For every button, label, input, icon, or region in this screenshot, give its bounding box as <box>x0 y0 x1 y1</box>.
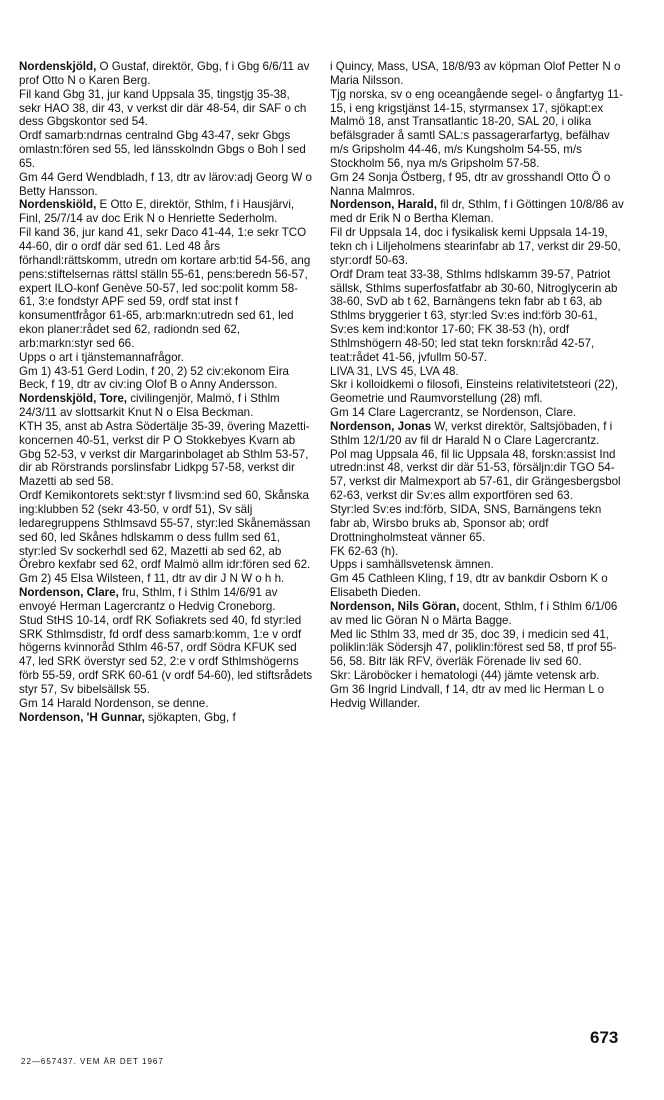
entry-intro: sjökapten, Gbg, f <box>144 710 236 724</box>
entry-header <box>19 60 313 88</box>
entry-intro: fru, Sthlm, f i Sthlm 14/6/91 av envoyé Herman Lagercrantz o Hedvig Croneborg. <box>19 586 278 613</box>
entry-header <box>19 392 313 420</box>
print-code: 22—657437. VEM ÄR DET 1967 <box>21 1057 164 1066</box>
entry-paragraph: Pol mag Uppsala 46, fil lic Uppsala 48, forskn:assist Ind utredn:inst 48, verkst dir där 51-53, försäljn:dir TGO 54-57, verkst dir Malmexport ab 57-61, dir Grängesbergsbol 62-63, verkst dir Sv:es allm exportfören sed 63. <box>330 447 621 503</box>
entry-header <box>330 60 624 88</box>
entry-name: Nordenson, Clare, <box>19 586 119 600</box>
page-number: 673 <box>590 1028 619 1047</box>
entry-paragraph: Skr: Läroböcker i hematologi (44) jämte vetensk arb. <box>330 669 600 683</box>
entry-header <box>19 711 313 725</box>
entry-name: Nordenson, Jonas <box>330 419 432 433</box>
entry-name: Nordenson, 'H Gunnar, <box>19 710 145 724</box>
entry-paragraph: Ordf Kemikontorets sekt:styr f livsm:ind sed 60, Skånska ing:klubben 52 (sekr 43-50, v ordf 51), Sv sälj ledaregruppens Sthlmsavd 55-57, styr:led Skånemässan sed 60, led Skånes hdlskamm o dess fullm sed 61, styr:led Sv sockerhdl sed 62, Mazetti ab sed 62, ab Örebro kexfabr sed 62, ordf Malmö allm idr:fören sed 62. <box>19 489 311 572</box>
entry-paragraph: Ordf Dram teat 33-38, Sthlms hdlskamm 39-57, Patriot sällsk, Sthlms superfosfatfabr ab 30-60, Nitroglycerin ab 38-60, SvD ab t 62, Barnängens tekn fabr ab t 63, ab Sthlms bryggerier t 63, styr:led Sv:es ind:förb 30-61, Sv:es kem ind:kontor 17-60; FK 38-53 (h), ordf Sthlmshögern 48-50; led stat tekn forskn:råd 42-57, teat:rådet 41-56, jvfullm 50-57. <box>330 267 618 364</box>
entry-name: Nordenskiöld, <box>19 198 97 212</box>
entry-paragraph: Gm 2) 45 Elsa Wilsteen, f 11, dtr av dir J N W o h h. <box>19 572 285 586</box>
entry-paragraph: FK 62-63 (h). <box>330 544 399 558</box>
entry-intro: E Otto E, direktör, Sthlm, f i Hausjärvi, Finl, 25/7/14 av doc Erik N o Henriette Sederholm. <box>19 198 295 226</box>
entry-intro: docent, Sthlm, f i Sthlm 6/1/06 av med lic Göran N o Märta Bagge. <box>330 599 618 627</box>
entry-nordenskjold-tore <box>19 392 313 586</box>
entry-name: Nordenson, Nils Göran, <box>330 599 460 613</box>
entry-header <box>330 198 624 226</box>
entry-paragraph: Skr i kolloidkemi o filosofi, Einsteins relativitetsteori (22), Geometrie und Raumvorstellung (28) mfl. <box>330 378 619 406</box>
entry-header <box>19 198 313 226</box>
entry-paragraph: Tjg norska, sv o eng oceangående segel- o ångfartyg 11-15, i eng krigstjänst 14-15, styrmansex 17, sjökapt:ex Malmö 18, anst Transatlantic 18-20, SAL 20, i olika befälsgrader å samtl SAL:s passagerarfartyg, befälhav m/s Gripsholm 44-46, m/s Kungsholm 54-55, m/s Stockholm 56, nya m/s Gripsholm 57-58. <box>330 87 624 170</box>
right-column <box>330 60 624 711</box>
entry-name: Nordenskjöld, Tore, <box>19 392 128 406</box>
entry-paragraph: Gm 1) 43-51 Gerd Lodin, f 20, 2) 52 civ:ekonom Eira Beck, f 19, dtr av civ:ing Olof B o Anny Andersson. <box>19 364 290 392</box>
entry-name: Nordenson, Harald, <box>330 198 437 212</box>
entry-intro: W, verkst direktör, Saltsjöbaden, f i Sthlm 12/1/20 av fil dr Harald N o Clare Lagercrantz. <box>330 419 613 447</box>
entry-paragraph: Upps i samhällsvetensk ämnen. <box>330 558 494 572</box>
entry-paragraph: Upps o art i tjänstemannafrågor. <box>19 350 184 364</box>
entry-paragraph: Ordf samarb:ndrnas centralnd Gbg 43-47, sekr Gbgs omlastn:fören sed 55, led länsskolndn Gbgs o Boh l sed 65. <box>19 129 306 170</box>
entry-nordenson-harald <box>330 198 624 420</box>
entry-paragraph: Gm 24 Sonja Östberg, f 95, dtr av grosshandl Otto Ö o Nanna Malmros. <box>330 170 611 198</box>
entry-paragraph: LIVA 31, LVS 45, LVA 48. <box>330 364 459 378</box>
entry-name: Nordenskjöld, <box>19 60 97 73</box>
entry-intro: civilingenjör, Malmö, f i Sthlm 24/3/11 av slottsarkit Knut N o Elsa Beckman. <box>19 392 280 420</box>
entry-paragraph: Gm 45 Cathleen Kling, f 19, dtr av bankdir Osborn K o Elisabeth Dieden. <box>330 572 608 600</box>
entry-paragraph: KTH 35, anst ab Astra Södertälje 35-39, övering Mazetti-koncernen 40-51, verkst dir P O Stokkebyes Kvarn ab Gbg 52-53, v verkst dir Margarinbolaget ab Sthlm 53-57, dir ab Rörstrands porslinsfabr Lidkpg 57-58, verkst dir Mazetti ab sed 58. <box>19 419 310 489</box>
entry-paragraph: Gm 44 Gerd Wendbladh, f 13, dtr av lärov:adj Georg W o Betty Hansson. <box>19 170 312 198</box>
entry-paragraph: Med lic Sthlm 33, med dr 35, doc 39, i medicin sed 41, poliklin:läk Södersjh 47, poliklin:förest sed 58, tf prof 55-56, 58. Bitr läk RFV, överläk Förenade liv sed 60. <box>330 627 617 669</box>
entry-paragraph: Gm 14 Clare Lagercrantz, se Nordenson, Clare. <box>330 406 577 420</box>
entry-header <box>330 420 624 448</box>
entry-intro: fil dr, Sthlm, f i Göttingen 10/8/86 av med dr Erik N o Bertha Kleman. <box>330 198 624 226</box>
entry-nordenson-clare <box>19 586 313 711</box>
entry-paragraph: Fil kand 36, jur kand 41, sekr Daco 41-44, 1:e sekr TCO 44-60, dir o ordf där sed 61. Led 48 års förhandl:rättskomm, utredn om kortare arb:tid 54-56, ang pens:stiftelsernas rättsl ställn 55-61, pens:beredn 56-57, expert ILO-konf Genève 50-57, led soc:polit komm 58-61, 3:e fondstyr APF sed 59, ordf stat inst f konsumentfrågor 61-65, arb:markn:utredn sed 61, led ekon planer:rådet sed 62, radiondn sed 62, arb:markn:styr sed 66. <box>19 226 311 350</box>
entry-nordenson-gunnar <box>19 711 313 725</box>
entry-paragraph: Fil kand Gbg 31, jur kand Uppsala 35, tingstjg 35-38, sekr HAO 38, dir 43, v verkst dir där 48-54, dir SAF o ch dess Gbgskontor sed 54. <box>19 87 307 129</box>
entry-nordenskiold-otto <box>19 198 313 392</box>
entry-paragraph: Stud StHS 10-14, ordf RK Sofiakrets sed 40, fd styr:led SRK Sthlmsdistr, fd ordf dess samarb:komm, 1:e v ordf högerns kvinnoråd Sthlm 46-57, ordf Södra KFUK sed 47, led SRK överstyr sed 52, 2:e v ordf Sthlmshögerns förb 55-59, ordf SRK 60-61 (v ordf 54-60), led stiftsrådets styr 57, Sv bibelsällsk 55. <box>19 613 313 696</box>
entry-intro: i Quincy, Mass, USA, 18/8/93 av köpman Olof Petter N o Maria Nilsson. <box>330 60 621 87</box>
left-column <box>19 60 313 725</box>
entry-intro: O Gustaf, direktör, Gbg, f i Gbg 6/6/11 av prof Otto N o Karen Berg. <box>19 60 310 87</box>
entry-nordenson-jonas <box>330 420 624 600</box>
entry-nordenskjold-gustaf <box>19 60 313 198</box>
entry-paragraph: Styr:led Sv:es ind:förb, SIDA, SNS, Barnängens tekn fabr ab, Wirsbo bruks ab, Sponsor ab; ordf Drottningholmsteat vänner 65. <box>330 503 602 544</box>
entry-header <box>330 600 624 628</box>
entry-header <box>19 586 313 614</box>
entry-paragraph: Gm 36 Ingrid Lindvall, f 14, dtr av med lic Herman L o Hedvig Willander. <box>330 682 605 710</box>
entry-nordenson-nils-goran <box>330 600 624 711</box>
entry-nordenson-gunnar-continued <box>330 60 624 198</box>
entry-paragraph: Fil dr Uppsala 14, doc i fysikalisk kemi Uppsala 14-19, tekn ch i Liljeholmens stearinfabr ab 17, verkst dir 29-50, styr:ordf 50-63. <box>330 226 621 267</box>
entry-paragraph: Gm 14 Harald Nordenson, se denne. <box>19 696 209 710</box>
